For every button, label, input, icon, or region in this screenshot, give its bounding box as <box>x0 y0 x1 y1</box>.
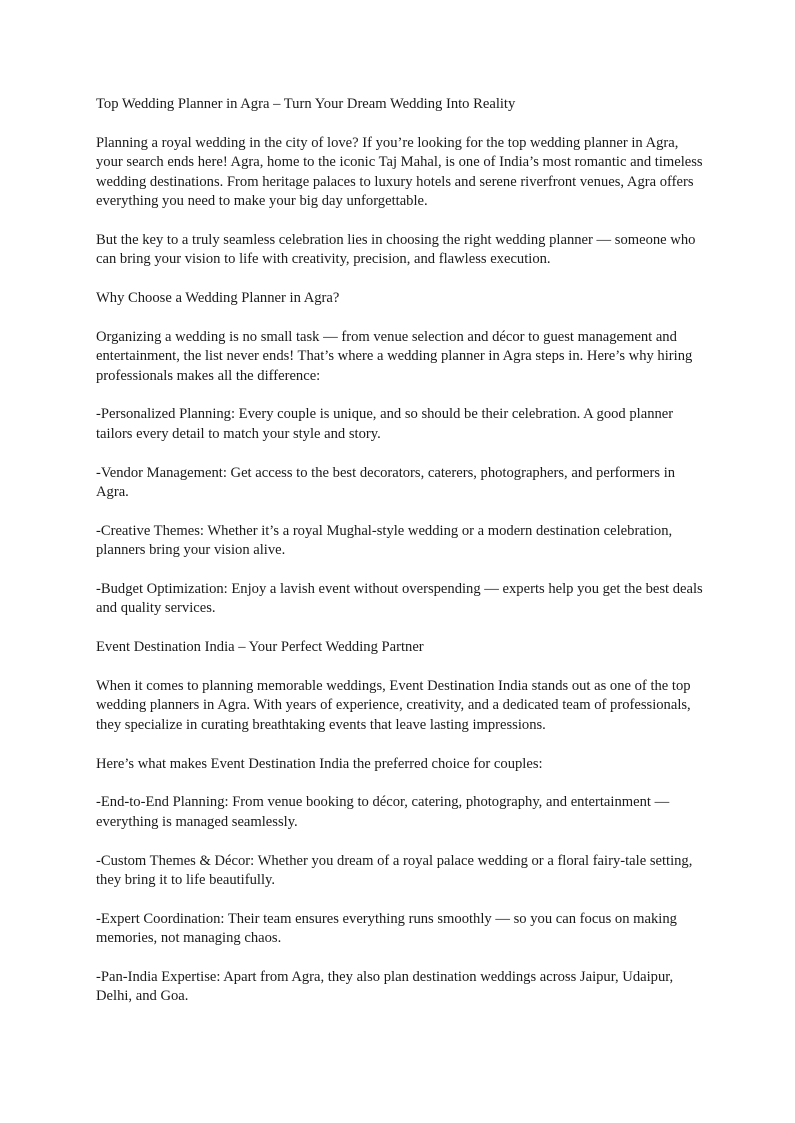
section-intro-why-choose: Organizing a wedding is no small task — from venue selection and décor to guest management and entertainment, the list never ends! That’s where a wedding planner in Agra steps in. Here’s why hiring professionals makes all the difference: <box>96 328 693 384</box>
list-item-personalized-planning: -Personalized Planning: Every couple is unique, and so should be their celebration. A good planner tailors every detail to match your style and story. <box>96 406 674 442</box>
document-title: Top Wedding Planner in Agra – Turn Your Dream Wedding Into Reality <box>96 96 516 112</box>
list-item-end-to-end-planning: -End-to-End Planning: From venue booking to décor, catering, photography, and entertainment — everything is managed seamlessly. <box>96 794 670 830</box>
intro-paragraph-1: Planning a royal wedding in the city of love? If you’re looking for the top wedding planner in Agra, your search ends here! Agra, home to the iconic Taj Mahal, is one of India’s most romantic and timeless wedding destinations. From heritage palaces to luxury hotels and serene riverfront venues, Agra offers everything you need to make your big day unforgettable. <box>96 134 703 210</box>
section-intro-event-destination: When it comes to planning memorable weddings, Event Destination India stands out as one of the top wedding planners in Agra. With years of experience, creativity, and a dedicated team of professionals, they specialize in curating breathtaking events that leave lasting impressions. <box>96 678 691 733</box>
list-item-pan-india-expertise: -Pan-India Expertise: Apart from Agra, they also plan destination weddings across Jaipur, Udaipur, Delhi, and Goa. <box>96 969 674 1005</box>
section-heading-event-destination: Event Destination India – Your Perfect Wedding Partner <box>96 639 424 656</box>
list-item-expert-coordination: -Expert Coordination: Their team ensures everything runs smoothly — so you can focus on making memories, not managing chaos. <box>96 910 677 947</box>
list-item-creative-themes: -Creative Themes: Whether it’s a royal Mughal-style wedding or a modern destination celebration, planners bring your vision alive. <box>96 522 673 559</box>
list-item-budget-optimization: -Budget Optimization: Enjoy a lavish event without overspending — experts help you get the best deals and quality services. <box>96 581 703 617</box>
document-page <box>96 95 704 1026</box>
list-item-vendor-management: -Vendor Management: Get access to the best decorators, caterers, photographers, and performers in Agra. <box>96 464 676 501</box>
list-item-custom-themes-decor: -Custom Themes & Décor: Whether you dream of a royal palace wedding or a floral fairy-tale setting, they bring it to life beautifully. <box>96 852 693 889</box>
section-heading-why-choose: Why Choose a Wedding Planner in Agra? <box>96 290 340 307</box>
intro-paragraph-2: But the key to a truly seamless celebration lies in choosing the right wedding planner — someone who can bring your vision to life with creativity, precision, and flawless execution. <box>96 231 696 268</box>
section-lead-event-destination: Here’s what makes Event Destination India the preferred choice for couples: <box>96 755 543 772</box>
